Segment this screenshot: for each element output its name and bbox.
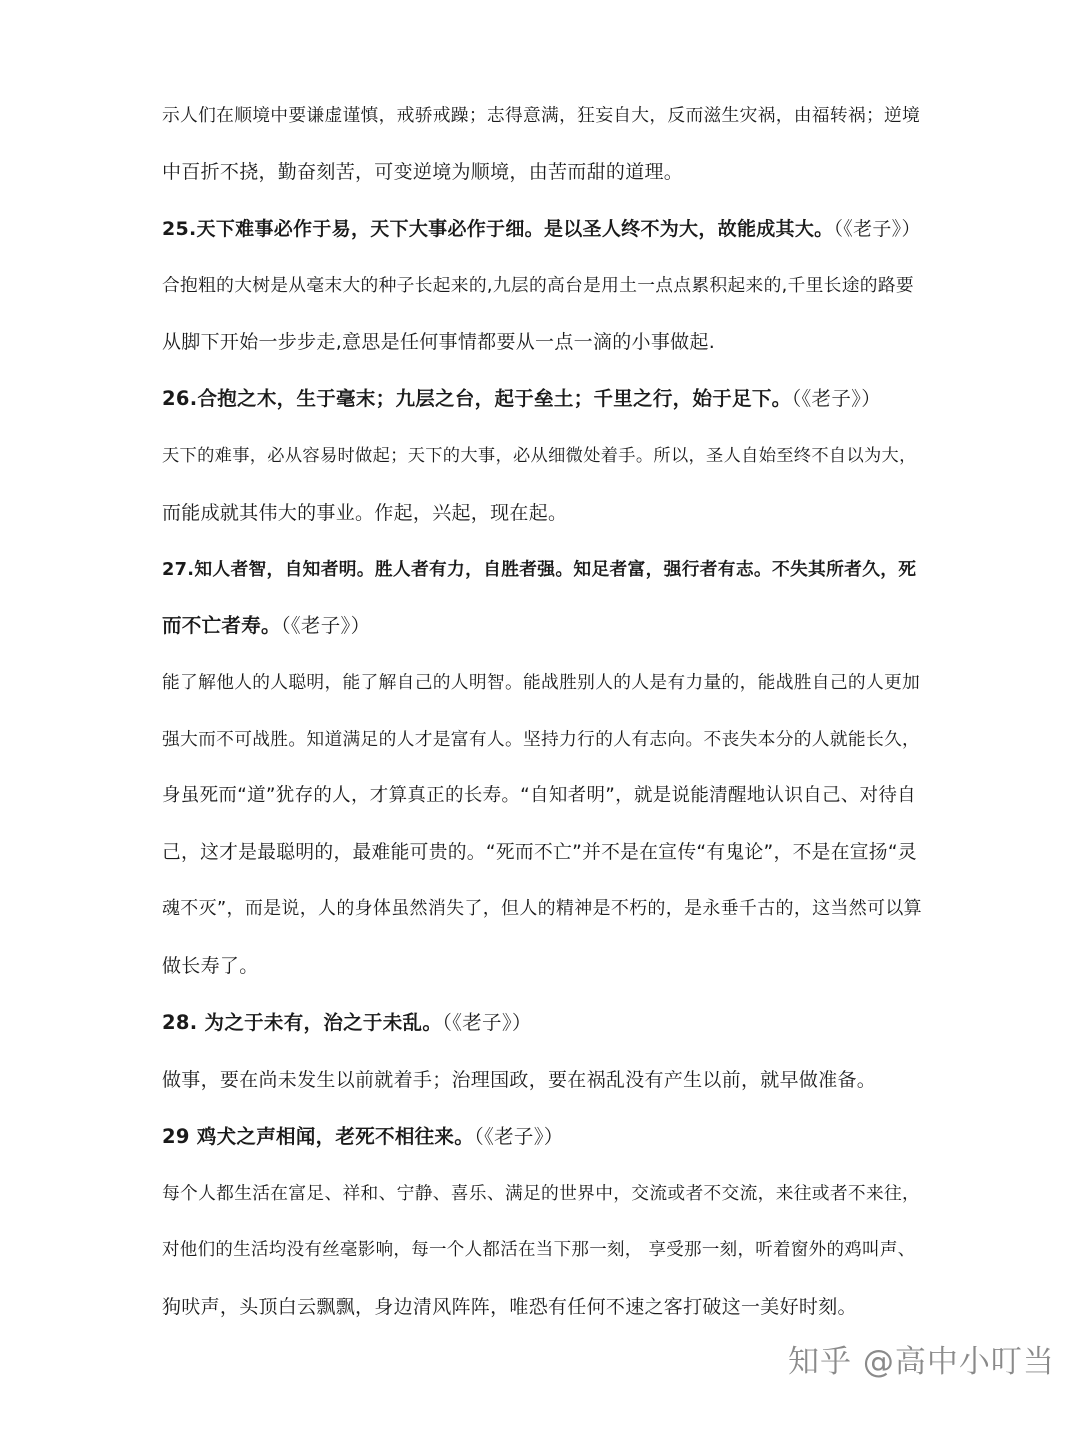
paragraph-line: 身虽死而“道”犹存的人，才算真正的长寿。“自知者明”，就是说能清醒地认识自己、对待自 [162,785,916,806]
paragraph-line: 示人们在顺境中要谦虚谨慎，戒骄戒躁；志得意满，狂妄自大，反而滋生灾祸，由福转祸；逆境 [162,106,921,126]
paragraph-line: 合抱粗的大树是从毫末大的种子长起来的,九层的高台是用土一点点累积起来的,千里长途的路要 [162,276,914,296]
heading-27-line-2 [162,612,370,640]
paragraph-line: 魂不灭”，而是说，人的身体虽然消失了，但人的精神是不朽的，是永垂千古的，这当然可以算 [162,898,922,919]
heading-26 [162,385,881,413]
paragraph-line: 从脚下开始一步步走,意思是任何事情都要从一点一滴的小事做起. [162,331,716,353]
heading-26-text: 26.合抱之木，生于毫末；九层之台，起于垒土；千里之行，始于足下。 [162,387,792,410]
heading-29-source: （《老子》） [474,1125,564,1148]
heading-29-text: 29 鸡犬之声相闻，老死不相往来。 [162,1125,475,1148]
heading-28-source: （《老子》） [442,1011,532,1034]
paragraph-line: 天下的难事，必从容易时做起；天下的大事，必从细微处着手。所以，圣人自始至终不自以为大， [162,446,917,466]
heading-25 [162,215,921,243]
document-page [162,0,922,1440]
heading-27-text: 而不亡者寿。 [162,614,281,637]
paragraph-line: 强大而不可战胜。知道满足的人才是富有人。坚持力行的人有志向。不丧失本分的人就能长久， [162,730,921,750]
heading-28 [162,1009,532,1037]
zhihu-watermark: 知乎 @高中小叮当 [788,1344,1055,1380]
paragraph-line: 己，这才是最聪明的，最难能可贵的。“死而不亡”并不是在宣传“有鬼论”，不是在宣扬“灵 [162,842,917,863]
heading-25-source: （《老子》） [833,218,921,240]
paragraph-line: 做长寿了。 [162,955,259,977]
paragraph-line: 中百折不挠，勤奋刻苦，可变逆境为顺境，由苦而甜的道理。 [162,161,684,183]
paragraph-line: 做事，要在尚未发生以前就着手；治理国政，要在祸乱没有产生以前，就早做准备。 [162,1069,877,1091]
paragraph-line: 能了解他人的人聪明，能了解自己的人明智。能战胜别人的人是有力量的，能战胜自己的人更加 [162,673,921,693]
paragraph-line: 狗吠声，头顶白云飘飘，身边清风阵阵，唯恐有任何不速之客打破这一美好时刻。 [162,1296,857,1318]
heading-27-line-1: 27.知人者智，自知者明。胜人者有力，自胜者强。知足者富，强行者有志。不失其所者久，死 [162,560,917,580]
heading-27-source: （《老子》） [280,614,371,637]
paragraph-line: 而能成就其伟大的事业。作起，兴起，现在起。 [162,502,568,524]
heading-26-source: （《老子》） [791,387,882,410]
heading-28-text: 28. 为之于未有，治之于未乱。 [162,1011,443,1034]
heading-29 [162,1123,564,1151]
paragraph-line: 对他们的生活均没有丝毫影响，每一个人都活在当下那一刻， 享受那一刻，听着窗外的鸡叫声、 [162,1240,916,1260]
heading-25-text: 25.天下难事必作于易，天下大事必作于细。是以圣人终不为大，故能成其大。 [162,218,834,240]
paragraph-line: 每个人都生活在富足、祥和、宁静、喜乐、满足的世界中，交流或者不交流，来往或者不来往， [162,1184,921,1204]
